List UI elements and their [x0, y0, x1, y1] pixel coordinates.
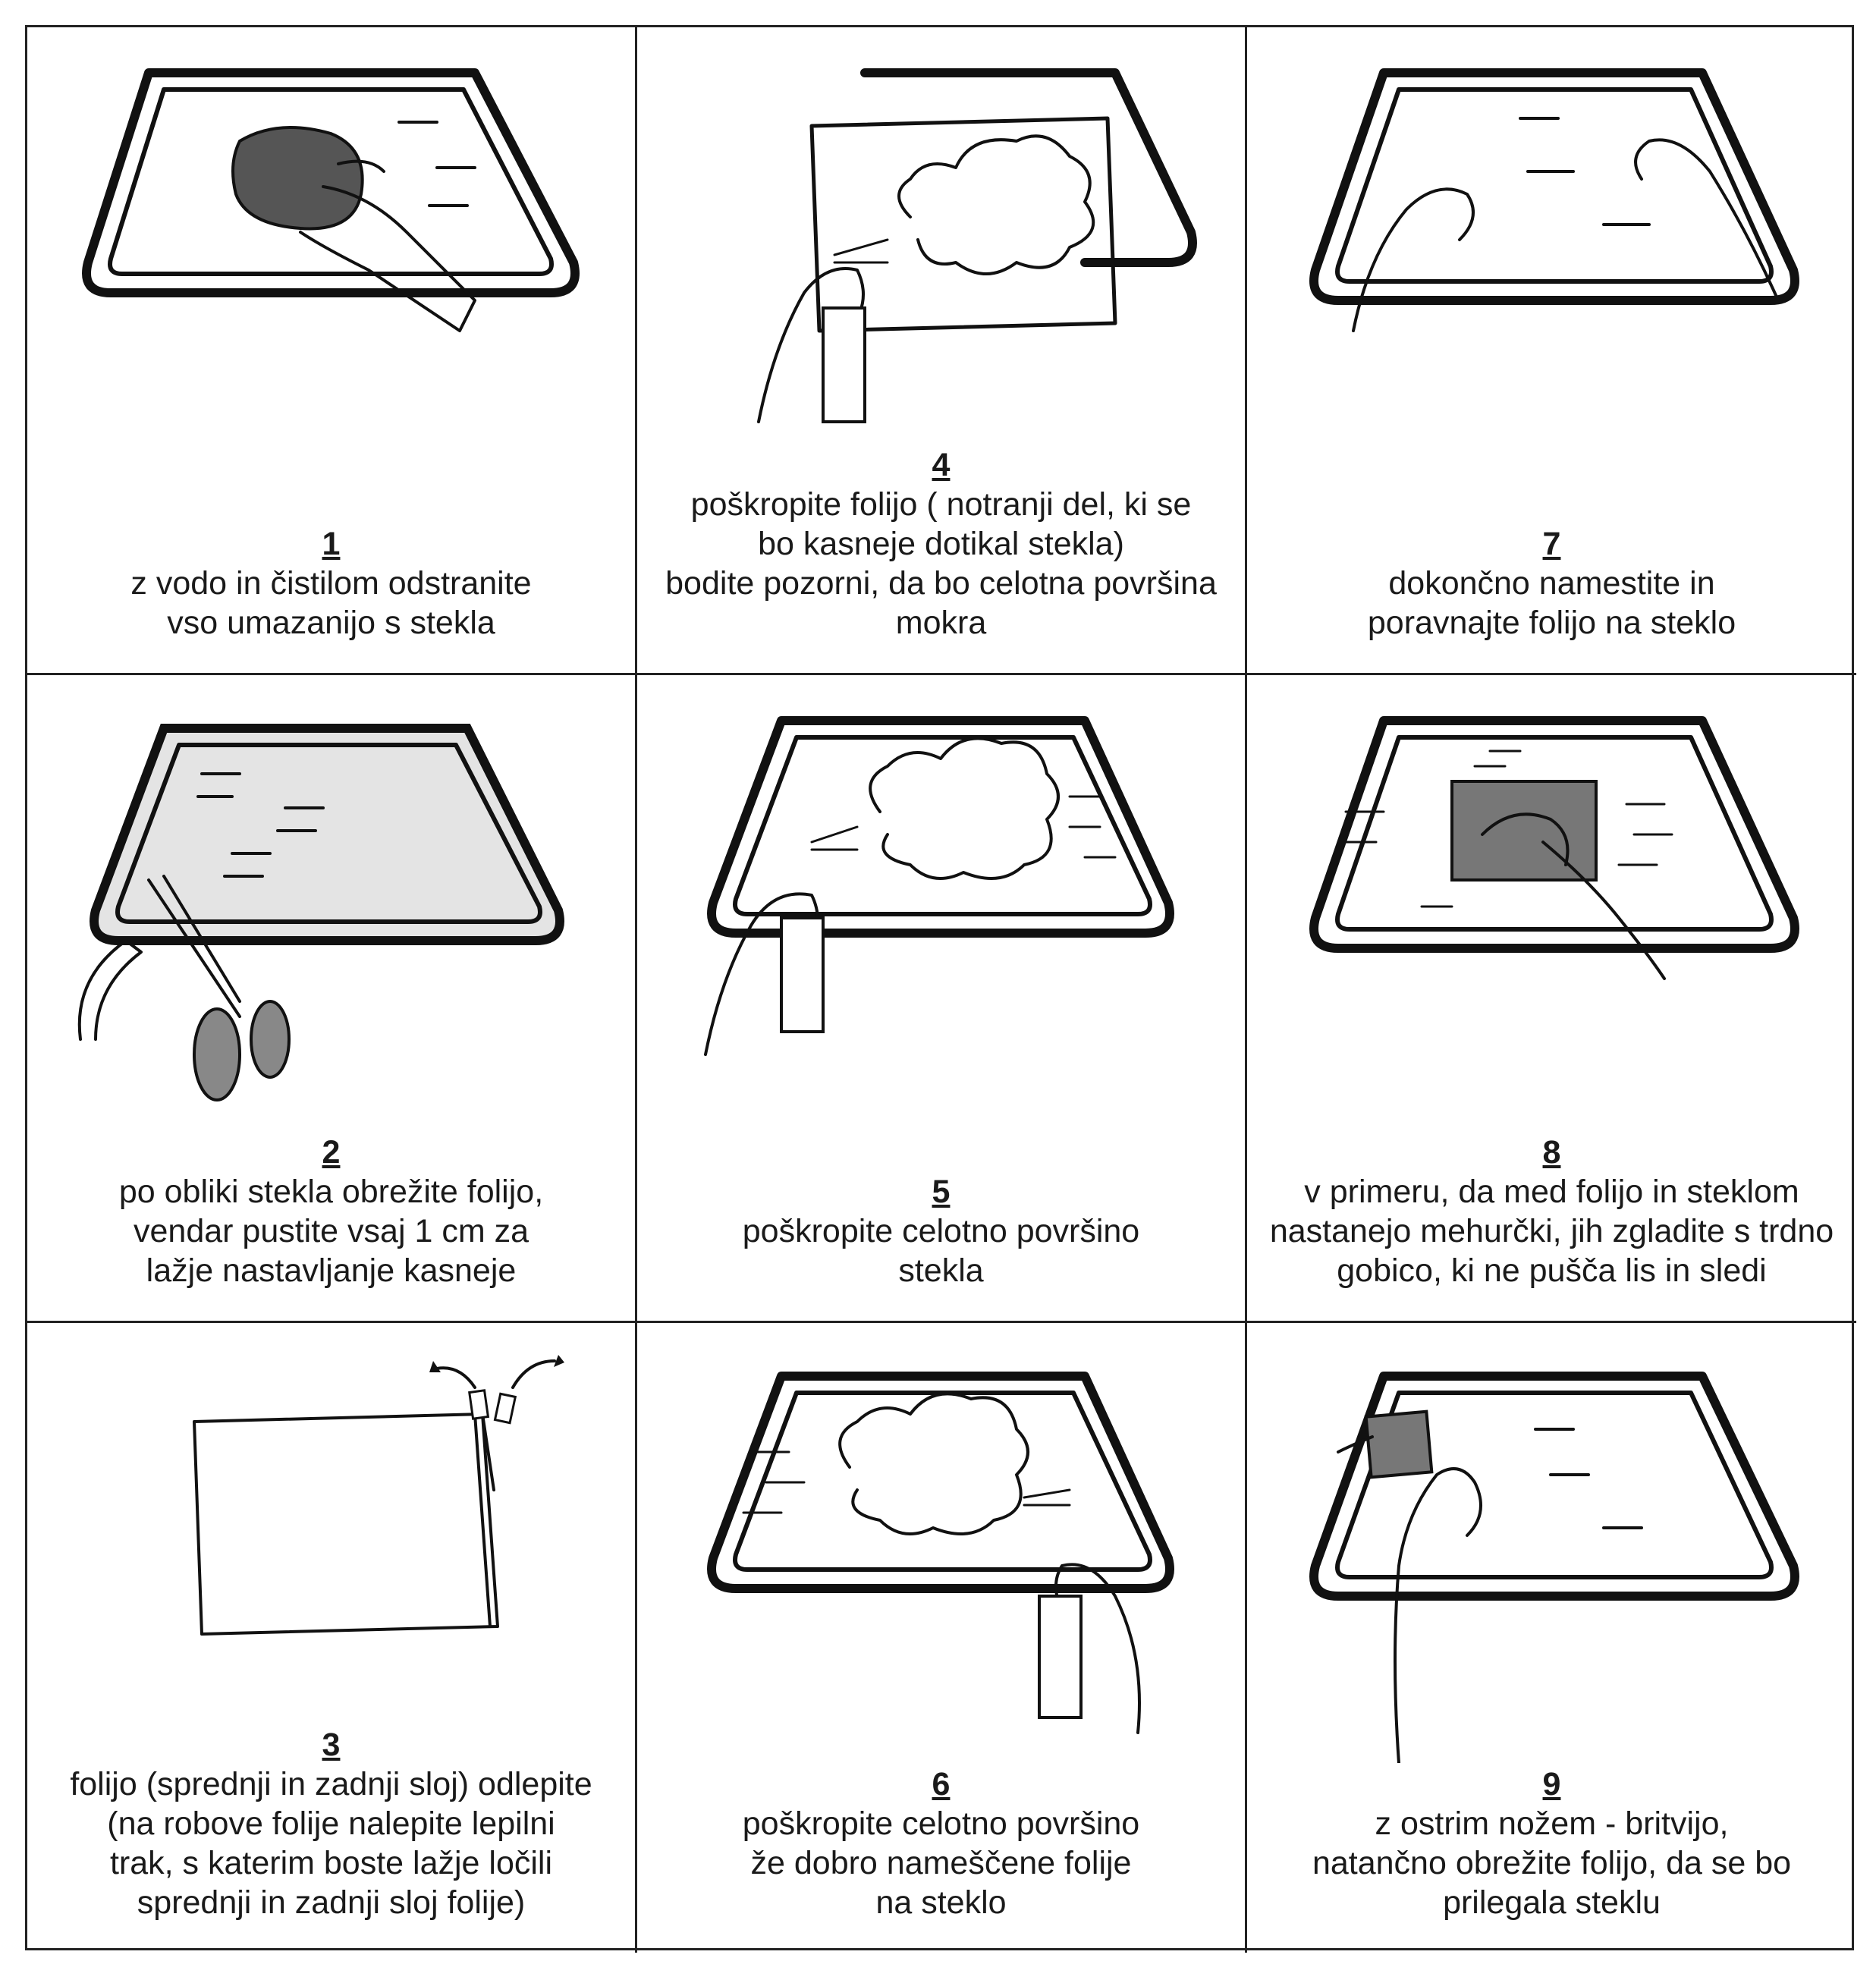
step-2-caption: [27, 1133, 635, 1290]
step-3-cell: [27, 1323, 637, 1953]
step-6-caption: [637, 1765, 1245, 1922]
step-5-caption: [637, 1172, 1245, 1290]
caption-line: stekla: [898, 1252, 984, 1289]
step-number: 6: [932, 1766, 951, 1802]
step-number: 7: [1542, 526, 1561, 562]
step-number: 9: [1542, 1766, 1561, 1802]
caption-line: poškropite celotno površino: [742, 1213, 1140, 1249]
step-3-caption: [27, 1725, 635, 1922]
caption-line: z ostrim nožem - britvijo,: [1375, 1805, 1729, 1842]
caption-line: poškropite folijo ( notranji del, ki se: [690, 486, 1192, 523]
caption-line: lažje nastavljanje kasneje: [146, 1252, 517, 1289]
caption-line: sprednji in zadnji sloj folije): [137, 1884, 526, 1921]
caption-line: vendar pustite vsaj 1 cm za: [133, 1213, 529, 1249]
spray-film-illustration: [660, 42, 1221, 467]
caption-line: vso umazanijo s stekla: [167, 605, 495, 641]
caption-line: poravnajte folijo na steklo: [1367, 605, 1736, 641]
caption-line: bo kasneje dotikal stekla): [758, 526, 1124, 562]
caption-line: bodite pozorni, da bo celotna površina: [665, 565, 1217, 602]
step-number: 3: [322, 1727, 341, 1763]
cut-film-illustration: [50, 690, 611, 1115]
step-1-cell: [27, 27, 637, 675]
caption-line: (na robove folije nalepite lepilni: [107, 1805, 555, 1842]
step-7-caption: [1247, 524, 1856, 643]
caption-line: poškropite celotno površino: [742, 1805, 1140, 1842]
step-9-caption: [1247, 1765, 1856, 1922]
step-number: 1: [322, 526, 341, 562]
caption-line: po obliki stekla obrežite folijo,: [118, 1174, 544, 1210]
spray-glass-illustration: [660, 690, 1221, 1115]
step-5-cell: [637, 675, 1247, 1323]
caption-line: natančno obrežite folijo, da se bo: [1312, 1845, 1792, 1881]
step-4-caption: [637, 445, 1245, 643]
align-film-illustration: [1270, 42, 1831, 467]
caption-line: gobico, ki ne pušča lis in sledi: [1337, 1252, 1767, 1289]
caption-line: že dobro nameščene folije: [750, 1845, 1132, 1881]
caption-line: mokra: [895, 605, 987, 641]
step-number: 8: [1542, 1134, 1561, 1171]
smooth-bubbles-illustration: [1270, 690, 1831, 1115]
step-number: 4: [932, 447, 951, 483]
step-1-caption: [27, 524, 635, 643]
trim-film-illustration: [1270, 1338, 1831, 1763]
step-6-cell: [637, 1323, 1247, 1953]
step-8-caption: [1247, 1133, 1856, 1290]
spray-applied-film-illustration: [660, 1338, 1221, 1763]
step-9-cell: [1247, 1323, 1856, 1953]
window-cleaning-illustration: [50, 42, 611, 467]
step-2-cell: [27, 675, 637, 1323]
step-7-cell: [1247, 27, 1856, 675]
peel-film-illustration: [50, 1338, 611, 1763]
caption-line: dokončno namestite in: [1388, 565, 1715, 602]
caption-line: trak, s katerim boste lažje ločili: [109, 1845, 553, 1881]
caption-line: na steklo: [875, 1884, 1007, 1921]
instruction-grid: [25, 25, 1854, 1950]
caption-line: nastanejo mehurčki, jih zgladite s trdno: [1269, 1213, 1834, 1249]
step-4-cell: [637, 27, 1247, 675]
step-number: 5: [932, 1174, 951, 1210]
caption-line: z vodo in čistilom odstranite: [130, 565, 532, 602]
step-8-cell: [1247, 675, 1856, 1323]
caption-line: prilegala steklu: [1443, 1884, 1661, 1921]
caption-line: v primeru, da med folijo in steklom: [1304, 1174, 1799, 1210]
step-number: 2: [322, 1134, 341, 1171]
caption-line: folijo (sprednji in zadnji sloj) odlepite: [70, 1766, 592, 1802]
